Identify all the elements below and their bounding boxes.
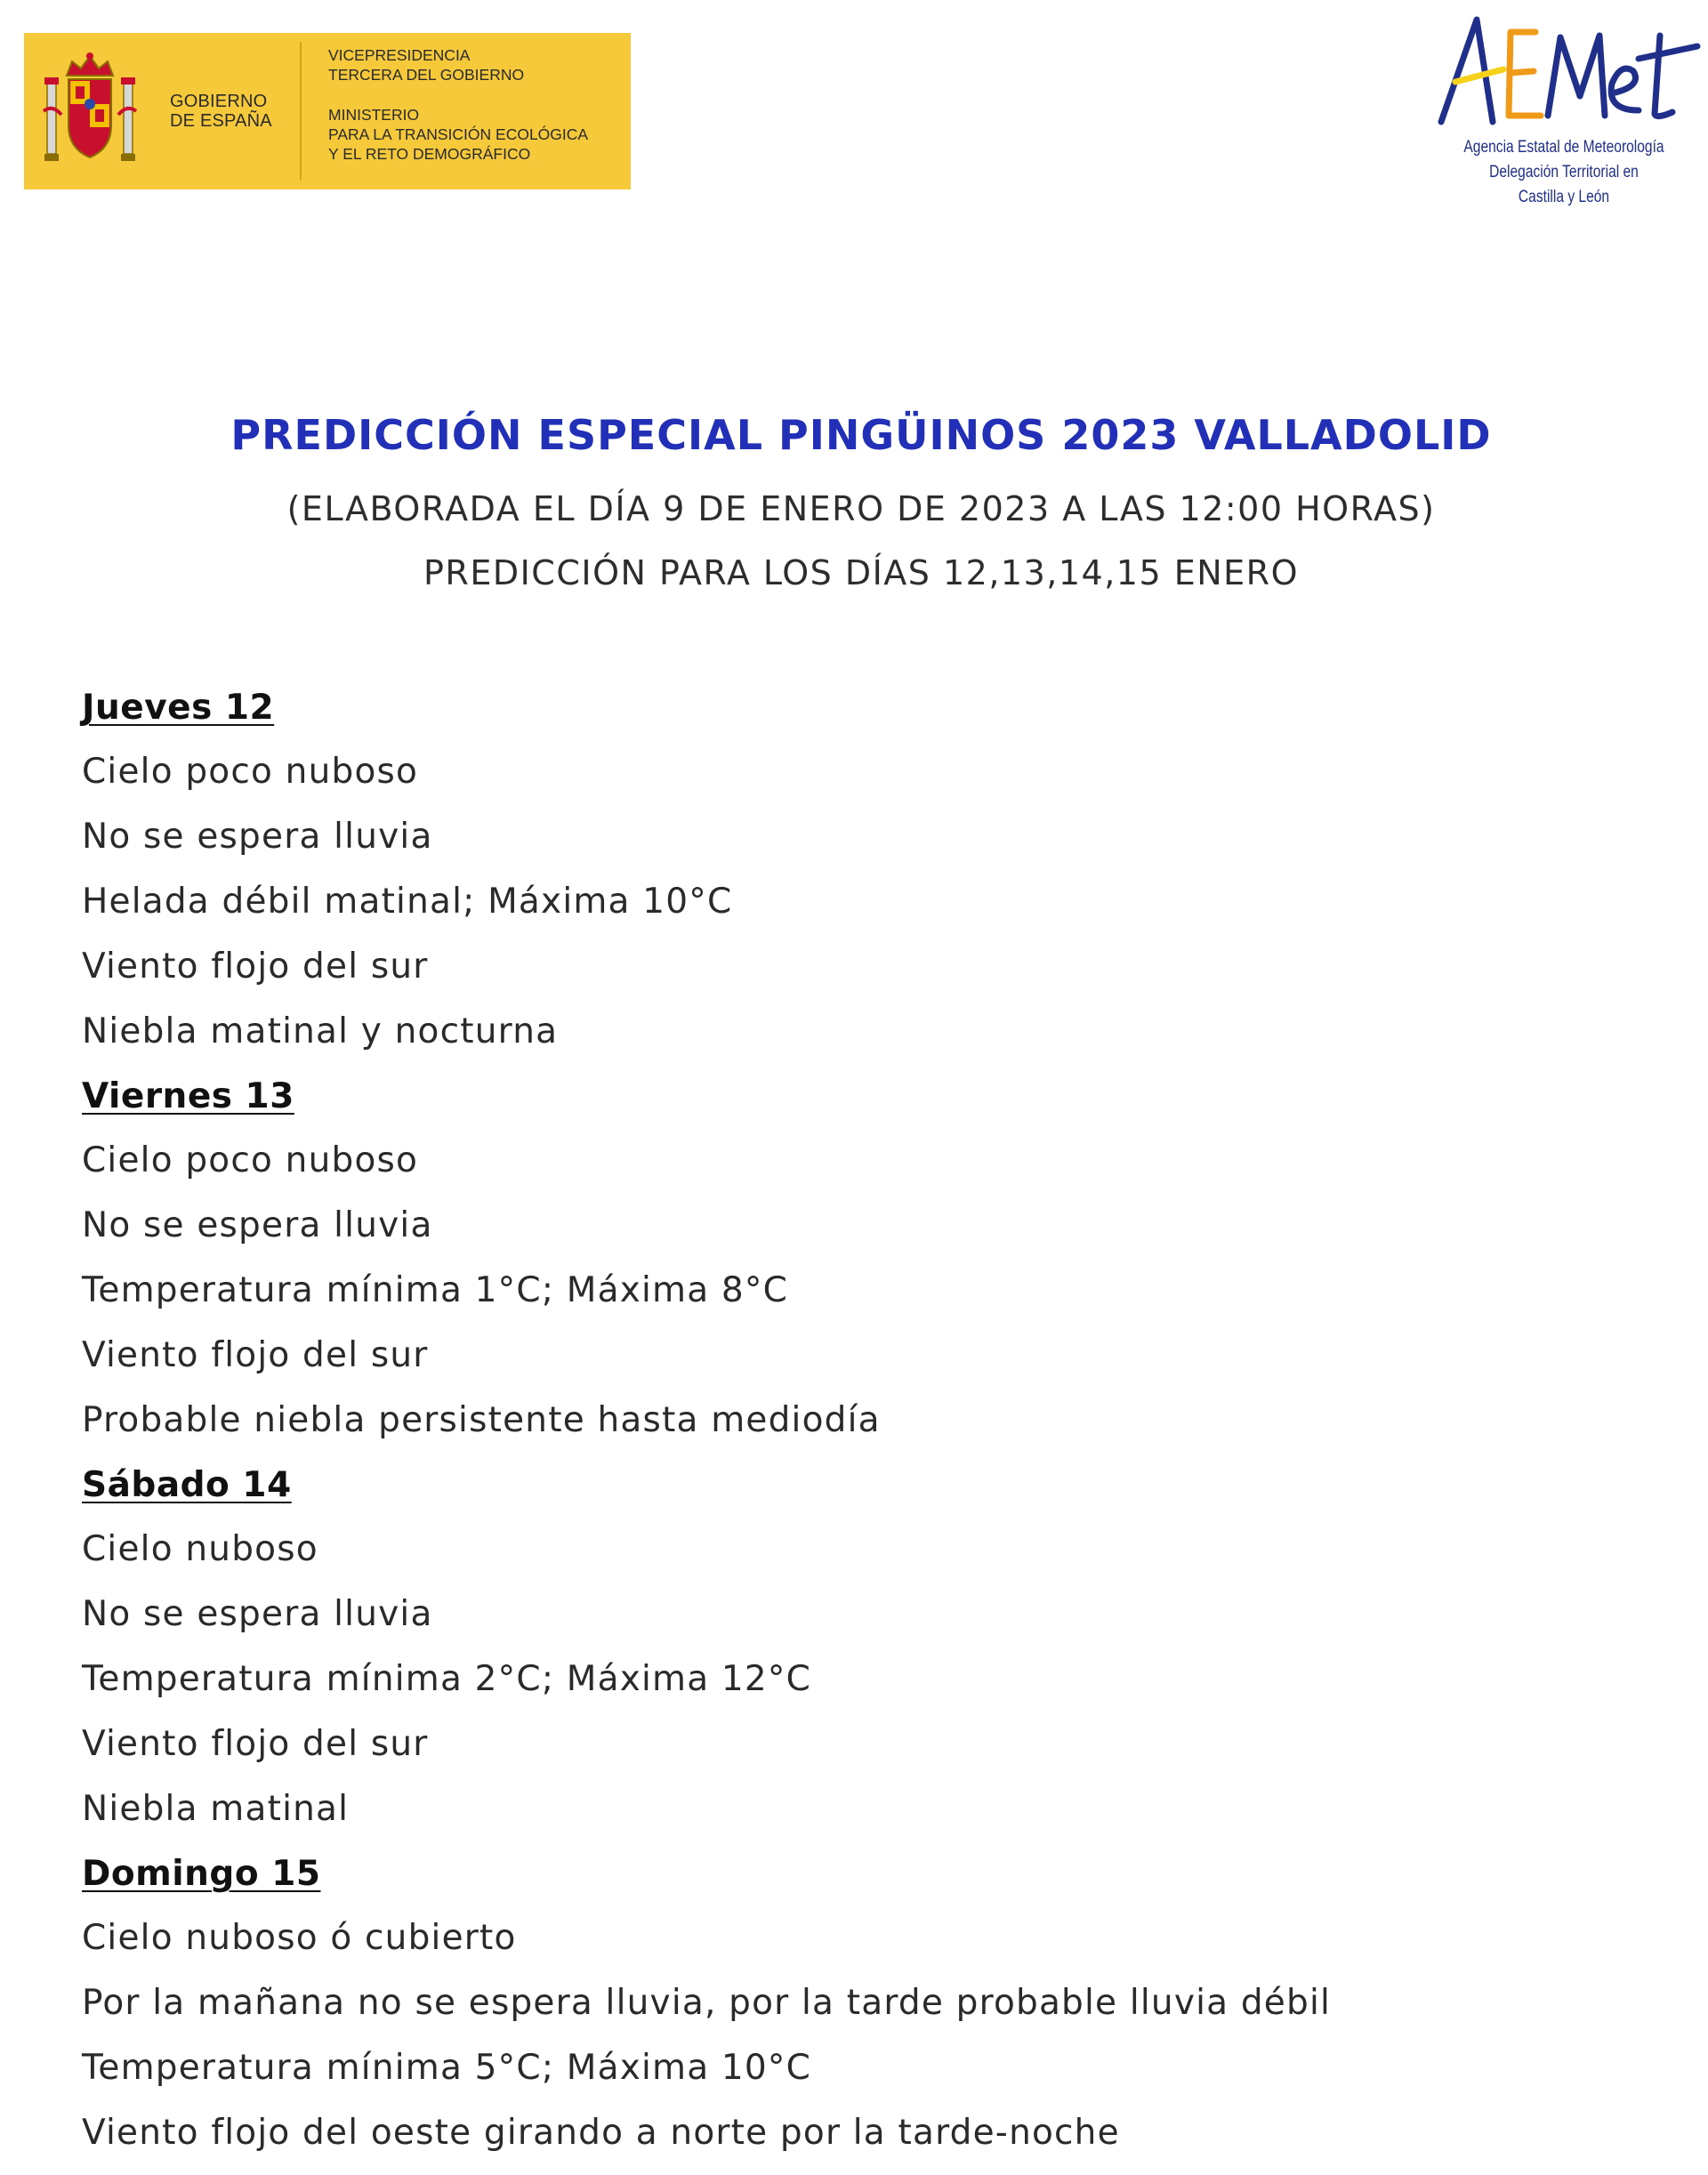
forecast-line: Niebla matinal	[82, 1789, 350, 1829]
day-heading: Domingo 15	[82, 1854, 321, 1894]
ministerio-line-3: Y EL RETO DEMOGRÁFICO	[328, 145, 531, 163]
ministerio-line-2: PARA LA TRANSICIÓN ECOLÓGICA	[328, 125, 589, 143]
forecast-line: No se espera lluvia	[82, 1594, 433, 1634]
forecast-line: No se espera lluvia	[82, 817, 433, 857]
aemet-caption	[1447, 135, 1680, 210]
document-subtitle-dias: PREDICCIÓN PARA LOS DÍAS 12,13,14,15 ENERO	[423, 553, 1299, 592]
gov-left-panel	[24, 33, 300, 189]
aemet-caption-line-2: Delegación Territorial en	[1489, 163, 1639, 181]
forecast-line: Cielo poco nuboso	[82, 752, 419, 792]
day-viernes	[82, 1074, 1665, 1462]
aemet-wordmark-icon	[1422, 11, 1706, 135]
forecast-line: Viento flojo del sur	[82, 1335, 429, 1375]
forecast-line: Viento flojo del sur	[82, 947, 429, 987]
vicepresidencia-line-2: TERCERA DEL GOBIERNO	[328, 66, 525, 84]
day-heading: Jueves 12	[82, 688, 275, 728]
day-domingo	[82, 1851, 1665, 2175]
aemet-logo	[1422, 11, 1706, 215]
aemet-caption-line-1: Agencia Estatal de Meteorología	[1463, 138, 1664, 157]
document-title: PREDICCIÓN ESPECIAL PINGÜINOS 2023 VALLADOLID	[230, 411, 1492, 459]
government-header-logo	[24, 33, 631, 189]
forecast-line: Niebla matinal y nocturna	[82, 1011, 559, 1051]
forecast-list	[82, 685, 1665, 2175]
day-jueves	[82, 685, 1665, 1074]
document-subtitle-elaborada: (ELABORADA EL DÍA 9 DE ENERO DE 2023 A LAS 12:00 HORAS)	[286, 489, 1436, 528]
gov-ministry-panel	[302, 33, 631, 189]
forecast-line: No se espera lluvia	[82, 1205, 433, 1245]
forecast-line: Temperatura mínima 5°C; Máxima 10°C	[82, 2048, 812, 2088]
vicepresidencia-line-1: VICEPRESIDENCIA	[328, 46, 471, 64]
aemet-caption-line-3: Castilla y León	[1518, 188, 1610, 206]
forecast-line: Probable niebla persistente hasta mediodía	[82, 1400, 881, 1440]
forecast-line: Viento flojo del sur	[82, 1724, 429, 1764]
day-heading: Sábado 14	[82, 1465, 292, 1505]
forecast-line: Cielo nuboso	[82, 1529, 318, 1569]
forecast-line: Cielo poco nuboso	[82, 1140, 419, 1180]
day-heading: Viernes 13	[82, 1076, 294, 1116]
forecast-line: Temperatura mínima 2°C; Máxima 12°C	[82, 1659, 812, 1699]
forecast-line: Por la mañana no se espera lluvia, por la tarde probable lluvia débil	[82, 1983, 1332, 2023]
day-sabado	[82, 1462, 1665, 1851]
gov-name-text: GOBIERNO DE ESPAÑA	[170, 92, 272, 131]
forecast-line: Cielo nuboso ó cubierto	[82, 1918, 517, 1958]
ministerio-line-1: MINISTERIO	[328, 106, 420, 124]
coat-of-arms-icon	[40, 49, 140, 173]
forecast-line: Temperatura mínima 1°C; Máxima 8°C	[82, 1270, 789, 1310]
forecast-line: Helada débil matinal; Máxima 10°C	[82, 882, 733, 922]
forecast-line: Viento flojo del oeste girando a norte por la tarde-noche	[82, 2113, 1120, 2153]
